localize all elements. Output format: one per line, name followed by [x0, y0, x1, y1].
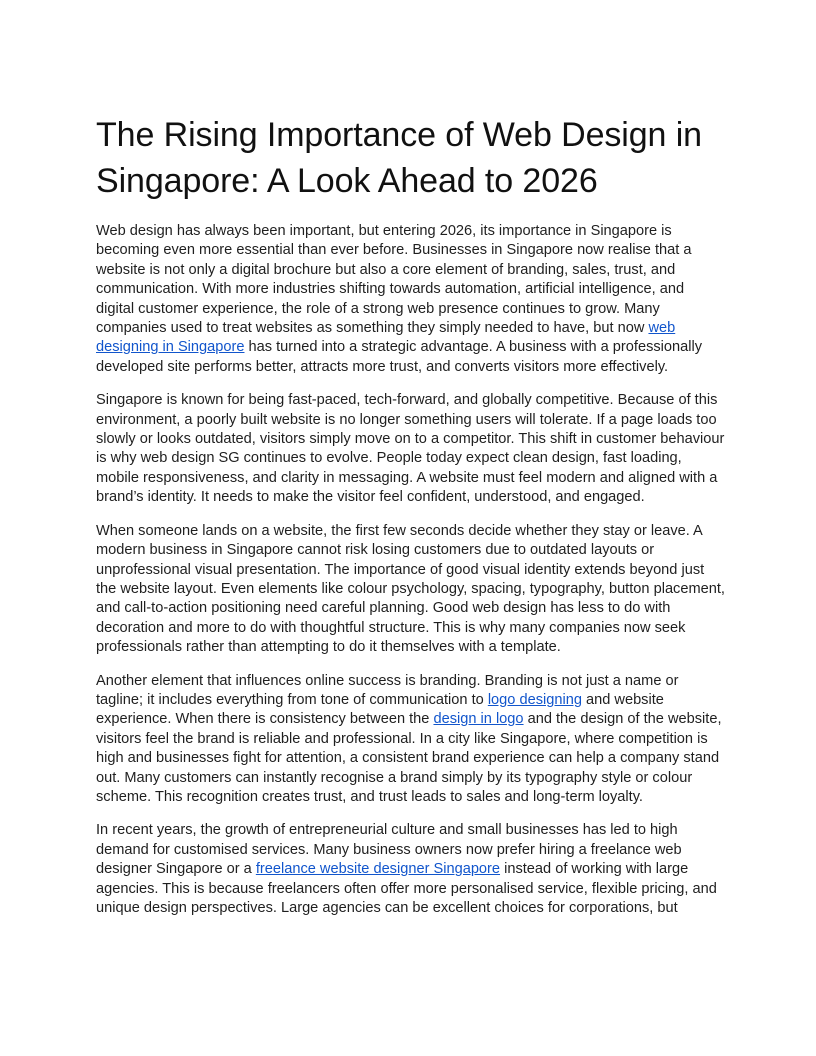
link-logo-designing[interactable]: logo designing [487, 691, 582, 708]
paragraph-text: has turned into a strategic advantage. A business with a professionally developed site performs better, attracts more trust, and converts visitors more effectively. [96, 339, 703, 375]
document-title: The Rising Importance of Web Design in Singapore: A Look Ahead to 2026 [96, 116, 702, 200]
paragraph-text: instead of working with large agencies. This is because freelancers often offer more personalised service, flexible pricing, and unique design perspectives. Large agencies can be excellent choices for corporations, but [96, 861, 717, 916]
link-web-designing-singapore[interactable]: web designing in Singapore [96, 320, 676, 356]
link-freelance-website-designer[interactable]: freelance website designer Singapore [255, 861, 501, 878]
paragraph-text: Another element that influences online success is branding. Branding is not just a name or tagline; it includes everything from tone of communication to [96, 672, 679, 708]
paragraph-text: and the design of the website, visitors feel the brand is reliable and professional. In a city like Singapore, where competition is high and businesses fight for attention, a consistent brand experience can help a company stand out. Many customers can instantly recognise a brand simply by its typography style or colour scheme. This recognition creates trust, and trust leads to sales and long-term loyalty. [96, 711, 722, 805]
paragraph-text: Web design has always been important, but entering 2026, its importance in Singapore is becoming even more essential than ever before. Businesses in Singapore now realise that a website is not only a digital brochure but also a core element of branding, sales, trust, and communication. With more industries shifting towards automation, artificial intelligence, and digital customer experience, the role of a strong web presence continues to grow. Many companies used to treat websites as something they simply needed to have, but now [96, 223, 692, 337]
link-design-in-logo[interactable]: design in logo [433, 711, 524, 728]
paragraph-1 [96, 222, 726, 377]
paragraph-4 [96, 672, 726, 808]
paragraph-text: and website experience. When there is consistency between the [96, 691, 664, 728]
paragraph-2: Singapore is known for being fast-paced, tech-forward, and globally competitive. Because of this environment, a poorly built website is no longer something users will tolerate. If a page loads too slowly or looks outdated, visitors simply move on to a competitor. This shift in customer behaviour is why web design SG continues to evolve. People today expect clean design, fast loading, mobile responsiveness, and clarity in messaging. A website must feel modern and aligned with a brand’s identity. It needs to make the visitor feel confident, understood, and engaged. [96, 392, 725, 506]
paragraph-text: In recent years, the growth of entrepreneurial culture and small businesses has led to high demand for customised services. Many business owners now prefer hiring a freelance web designer Singapore or a [96, 822, 682, 878]
document-page [96, 112, 726, 932]
paragraph-3: When someone lands on a website, the first few seconds decide whether they stay or leave. A modern business in Singapore cannot risk losing customers due to outdated layouts or unprofessional visual presentation. The importance of good visual identity extends beyond just the website layout. Even elements like colour psychology, spacing, typography, button placement, and call-to-action positioning need careful planning. Good web design has less to do with decoration and more to do with thoughtful structure. This is why many companies now seek professionals rather than attempting to do it themselves with a template. [96, 522, 725, 656]
paragraph-5 [96, 821, 726, 918]
